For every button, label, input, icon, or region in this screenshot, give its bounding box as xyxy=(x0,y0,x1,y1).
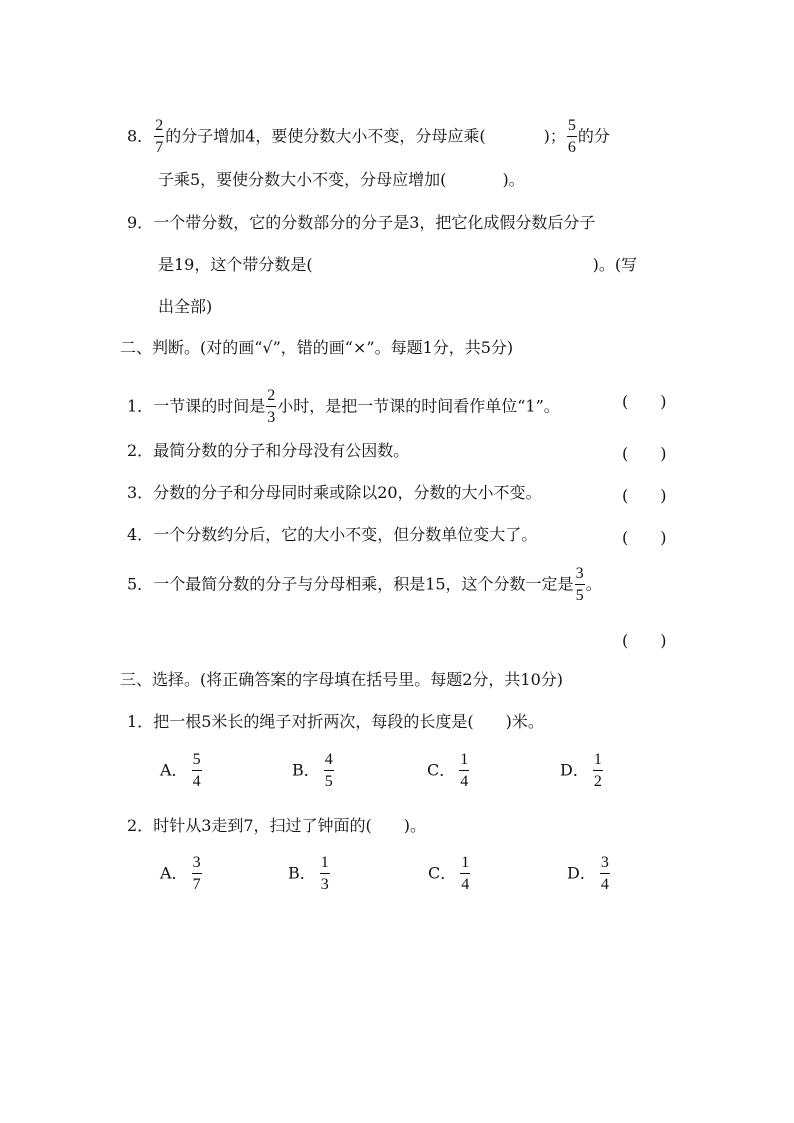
question-text: 的分子增加4，要使分数大小不变，分母应乘( xyxy=(165,126,486,146)
question-number: 9． xyxy=(127,213,154,232)
question-text: 把一根5米长的绳子对折两次，每段的长度是( )米。 xyxy=(153,712,544,731)
question-number: 5． xyxy=(127,574,154,594)
fraction: $\frac{4}{5}$ xyxy=(324,751,333,790)
judge-question-1 xyxy=(127,388,560,426)
answer-box[interactable]: ( ) xyxy=(622,392,667,411)
option-c[interactable] xyxy=(428,855,471,893)
question-text: 的分 xyxy=(577,126,610,146)
question-text: 一个带分数，它的分数部分的分子是3，把它化成假分数后分子 xyxy=(153,213,596,232)
answer-box[interactable]: ( ) xyxy=(622,528,667,547)
section-2-heading: 二、判断。(对的画“√”，错的画“×”。每题1分，共5分) xyxy=(120,338,514,357)
question-number: 4． xyxy=(127,525,154,544)
judge-question-2 xyxy=(127,441,409,461)
option-a[interactable] xyxy=(160,752,203,790)
question-text: 出全部) xyxy=(158,297,213,316)
judge-question-5 xyxy=(127,566,602,604)
question-text: 时针从3走到7，扫过了钟面的( )。 xyxy=(153,816,427,835)
answer-box[interactable]: ( ) xyxy=(622,444,667,463)
question-text: )； xyxy=(543,126,566,146)
question-8-line-2 xyxy=(158,170,525,190)
question-text: 分数的分子和分母同时乘或除以20，分数的大小不变。 xyxy=(153,483,542,502)
fraction: $\frac{3}{5}$ xyxy=(575,565,584,604)
option-d[interactable] xyxy=(567,855,611,893)
question-text: 最简分数的分子和分母没有公因数。 xyxy=(153,441,410,460)
question-9-line-3 xyxy=(158,297,212,317)
question-number: 3． xyxy=(127,483,154,502)
option-b[interactable] xyxy=(292,752,335,790)
option-label: A． xyxy=(160,863,188,883)
question-text: 一节课的时间是 xyxy=(153,396,266,416)
option-a[interactable] xyxy=(160,855,203,893)
fraction: $\frac{1}{4}$ xyxy=(461,854,470,893)
option-label: A． xyxy=(160,760,188,780)
question-8-line-1 xyxy=(127,118,610,156)
fraction: $\frac{5}{6}$ xyxy=(567,117,576,156)
section-3-heading: 三、选择。(将正确答案的字母填在括号里。每题2分，共10分) xyxy=(120,670,564,689)
fraction: $\frac{5}{4}$ xyxy=(192,751,201,790)
question-text: 子乘5，要使分数大小不变，分母应增加( xyxy=(158,170,447,189)
option-c[interactable] xyxy=(427,752,470,790)
question-number: 8． xyxy=(127,126,154,146)
option-label: B． xyxy=(288,863,316,883)
question-text: 。 xyxy=(585,574,602,594)
choice-question-2 xyxy=(127,816,426,836)
option-label: D． xyxy=(560,760,589,780)
answer-box[interactable]: ( ) xyxy=(622,631,667,650)
question-number: 1． xyxy=(127,396,154,416)
fraction: $\frac{2}{3}$ xyxy=(267,387,276,426)
question-text: )。 xyxy=(502,170,525,189)
fraction: $\frac{3}{4}$ xyxy=(600,854,609,893)
question-number: 2． xyxy=(127,441,154,460)
question-9-line-1 xyxy=(127,213,595,233)
question-number: 1． xyxy=(127,712,154,731)
judge-question-3 xyxy=(127,483,542,503)
option-b[interactable] xyxy=(288,855,331,893)
question-number: 2． xyxy=(127,816,154,835)
judge-question-4 xyxy=(127,525,537,545)
option-label: D． xyxy=(567,863,596,883)
fraction: $\frac{1}{4}$ xyxy=(460,751,469,790)
option-label: C． xyxy=(428,863,457,883)
option-d[interactable] xyxy=(560,752,604,790)
option-label: B． xyxy=(292,760,320,780)
fraction: $\frac{1}{3}$ xyxy=(320,854,329,893)
fraction: $\frac{3}{7}$ xyxy=(192,854,201,893)
fraction: $\frac{2}{7}$ xyxy=(155,117,164,156)
question-9-line-2 xyxy=(158,255,637,275)
question-text: 是19，这个带分数是( xyxy=(158,255,313,274)
question-text: 一个分数约分后，它的大小不变，但分数单位变大了。 xyxy=(153,525,538,544)
option-label: C． xyxy=(427,760,456,780)
choice-question-1 xyxy=(127,712,544,732)
question-text: )。(写 xyxy=(592,255,638,274)
answer-box[interactable]: ( ) xyxy=(622,486,667,505)
fraction: $\frac{1}{2}$ xyxy=(593,751,602,790)
question-text: 小时，是把一节课的时间看作单位“1”。 xyxy=(277,396,560,416)
question-text: 一个最简分数的分子与分母相乘，积是15，这个分数一定是 xyxy=(153,574,574,594)
